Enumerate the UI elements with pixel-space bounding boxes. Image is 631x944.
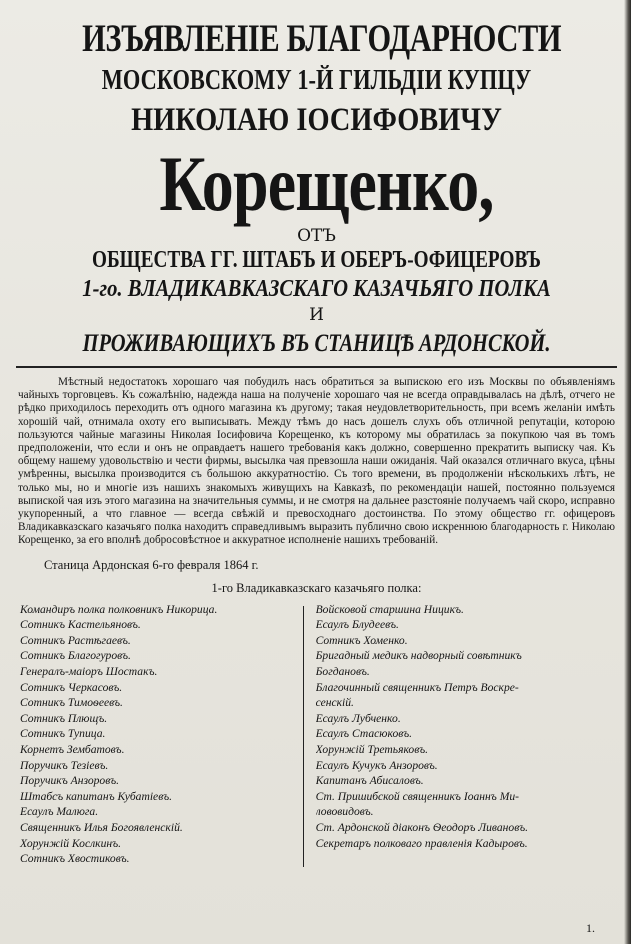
signatory: Войсковой старшина Ницикъ. xyxy=(315,602,464,616)
signatory: Есаулъ Кучукъ Анзоровъ. xyxy=(315,758,438,772)
signatory: Священникъ Илья Богоявленскій. xyxy=(20,820,183,834)
signatory: Есаулъ Блудеевъ. xyxy=(315,618,399,632)
signatory: сенскій. xyxy=(315,696,354,710)
signatory: Капитанъ Абисаловъ. xyxy=(315,774,424,788)
letter-paragraph: Мѣстный недостатокъ хорошаго чая побудилъ насъ обратиться за выпискою его изъ Москвы по объявленіямъ чайныхъ торговцевъ. Къ сожалѣнію, надежда наша на полученіе хорошаго чая не всегда оправдывалась на дѣлѣ, отчего не рѣдко приходилось переходить отъ одного магазина къ другому; такая неудовлетворительность, при всемъ желаніи имѣть хорошій чай, отнимала охоту его выписывать. Между тѣмъ до насъ дошелъ слухъ объ отличной репутаціи, которою пользуются чайные магазины Николая Іосифовича Корещенко, къ которому мы обратилась за покупкою чая въ томъ предположеніи, что если и онъ не оправдаетъ нашего требованія какъ должно, совершенно прекратить выписку чая. Къ общему нашему удовольствію и чести фирмы, высылка чая превзошла наши ожиданія. Чай оказался отличнаго вкуса, цѣны умѣренны, высылка производится съ большою аккуратностію. Съ того времени, въ продолженіи нѣсколькихъ лѣтъ, не только мы, но и многіе изъ нашихъ знакомыхъ живущихъ на Кавказѣ, по рекомендаціи нашей, постоянно пользуемся выпиской чая изъ этого магазина на значительныя суммы, и не смотря на дальнее разстояніе получаемъ чай скоро, исправно укупоренный, а что главное — всегда свѣжій и превосходнаго достоинства. По этому общество гг. офицеровъ Владикавказскаго казачьяго полка находитъ справедливымъ выразить публично свою искреннюю благодарность г. Николаю Корещенко, за его вполнѣ добросовѣстное и аккуратное исполненіе нашихъ требованій. xyxy=(18,376,615,547)
signatory: Командиръ полка полковникъ Никорица. xyxy=(20,602,218,616)
heading-merchant-guild: МОСКОВСКОМУ 1-Й ГИЛЬДІИ КУПЦУ xyxy=(101,65,532,96)
signatory: Хорунжій Кослкинъ. xyxy=(20,836,122,850)
heading-first-name: НИКОЛАЮ ІОСИФОВИЧУ xyxy=(131,102,502,138)
dateline: Станица Ардонская 6-го февраля 1864 г. xyxy=(44,557,259,572)
signatory: Богдановъ. xyxy=(315,665,370,679)
signatory: Сотникъ Черкасовъ. xyxy=(20,680,123,694)
signatory: Поручикъ Анзоровъ. xyxy=(20,774,120,788)
signatory: Сотникъ Растѣгаевъ. xyxy=(20,633,131,647)
signatories-title: 1-го Владикавказскаго казачьяго полка: xyxy=(211,580,422,595)
signatory: Секретаръ полковаго правленія Кадыровъ. xyxy=(315,836,528,850)
heading-title: ИЗЪЯВЛЕНІЕ БЛАГОДАРНОСТИ xyxy=(82,17,562,60)
signatory: Сотникъ Плющъ. xyxy=(20,711,108,725)
signatory: лововидовъ. xyxy=(315,805,374,819)
signatory: Сотникъ Тупица. xyxy=(20,727,106,741)
signatory: Ст. Ардонской діаконъ Ѳеодоръ Ливановъ. xyxy=(315,820,529,834)
signatory: Поручикъ Тезіевъ. xyxy=(20,758,109,772)
letter-body xyxy=(18,376,615,548)
signatory: Хорунжій Третьяковъ. xyxy=(315,742,429,756)
heading-surname: Корещенко, xyxy=(159,140,494,227)
signatories-list xyxy=(16,602,617,867)
signatory: Есаулъ Стасюковъ. xyxy=(315,727,413,741)
page-edge-shadow xyxy=(624,0,631,944)
signatories-left-column xyxy=(16,602,303,867)
signatories-right-column xyxy=(304,602,617,867)
signatory: Благочинный священникъ Петръ Воскре- xyxy=(315,680,519,694)
signatory: Сотникъ Благогуровъ. xyxy=(20,649,131,663)
signatory: Бригадный медикъ надворный совѣтникъ xyxy=(315,649,522,663)
signatory: Сотникъ Хвостиковъ. xyxy=(20,852,130,866)
heading-and: И xyxy=(309,305,324,325)
signatory: Сотникъ Хоменко. xyxy=(315,633,408,647)
page-number: 1. xyxy=(586,921,595,935)
heading-from: ОТЪ xyxy=(297,226,336,246)
signatory: Есаулъ Малюга. xyxy=(20,805,99,819)
signatory: Генералъ-маіоръ Шостакъ. xyxy=(20,665,158,679)
heading-regiment: 1-го. ВЛАДИКАВКАЗСКАГО КАЗАЧЬЯГО ПОЛКА xyxy=(82,276,551,302)
signatory: Корнетъ Зембатовъ. xyxy=(20,742,125,756)
signatory: Сотникъ Кастельяновъ. xyxy=(20,618,141,632)
signatory: Есаулъ Лубченко. xyxy=(315,711,401,725)
signatory: Штабсъ капитанъ Кубатіевъ. xyxy=(20,789,173,803)
heading-residents: ПРОЖИВАЮЩИХЪ ВЪ СТАНИЦѢ АРДОНСКОЙ. xyxy=(82,330,551,357)
signatory: Сотникъ Тимоѳеевъ. xyxy=(20,696,123,710)
heading-society: ОБЩЕСТВА ГГ. ШТАБЪ И ОБЕРЪ-ОФИЦЕРОВЪ xyxy=(92,247,541,273)
section-divider xyxy=(16,366,617,368)
signatory: Ст. Пришибской священникъ Іоаннъ Ми- xyxy=(315,789,520,803)
